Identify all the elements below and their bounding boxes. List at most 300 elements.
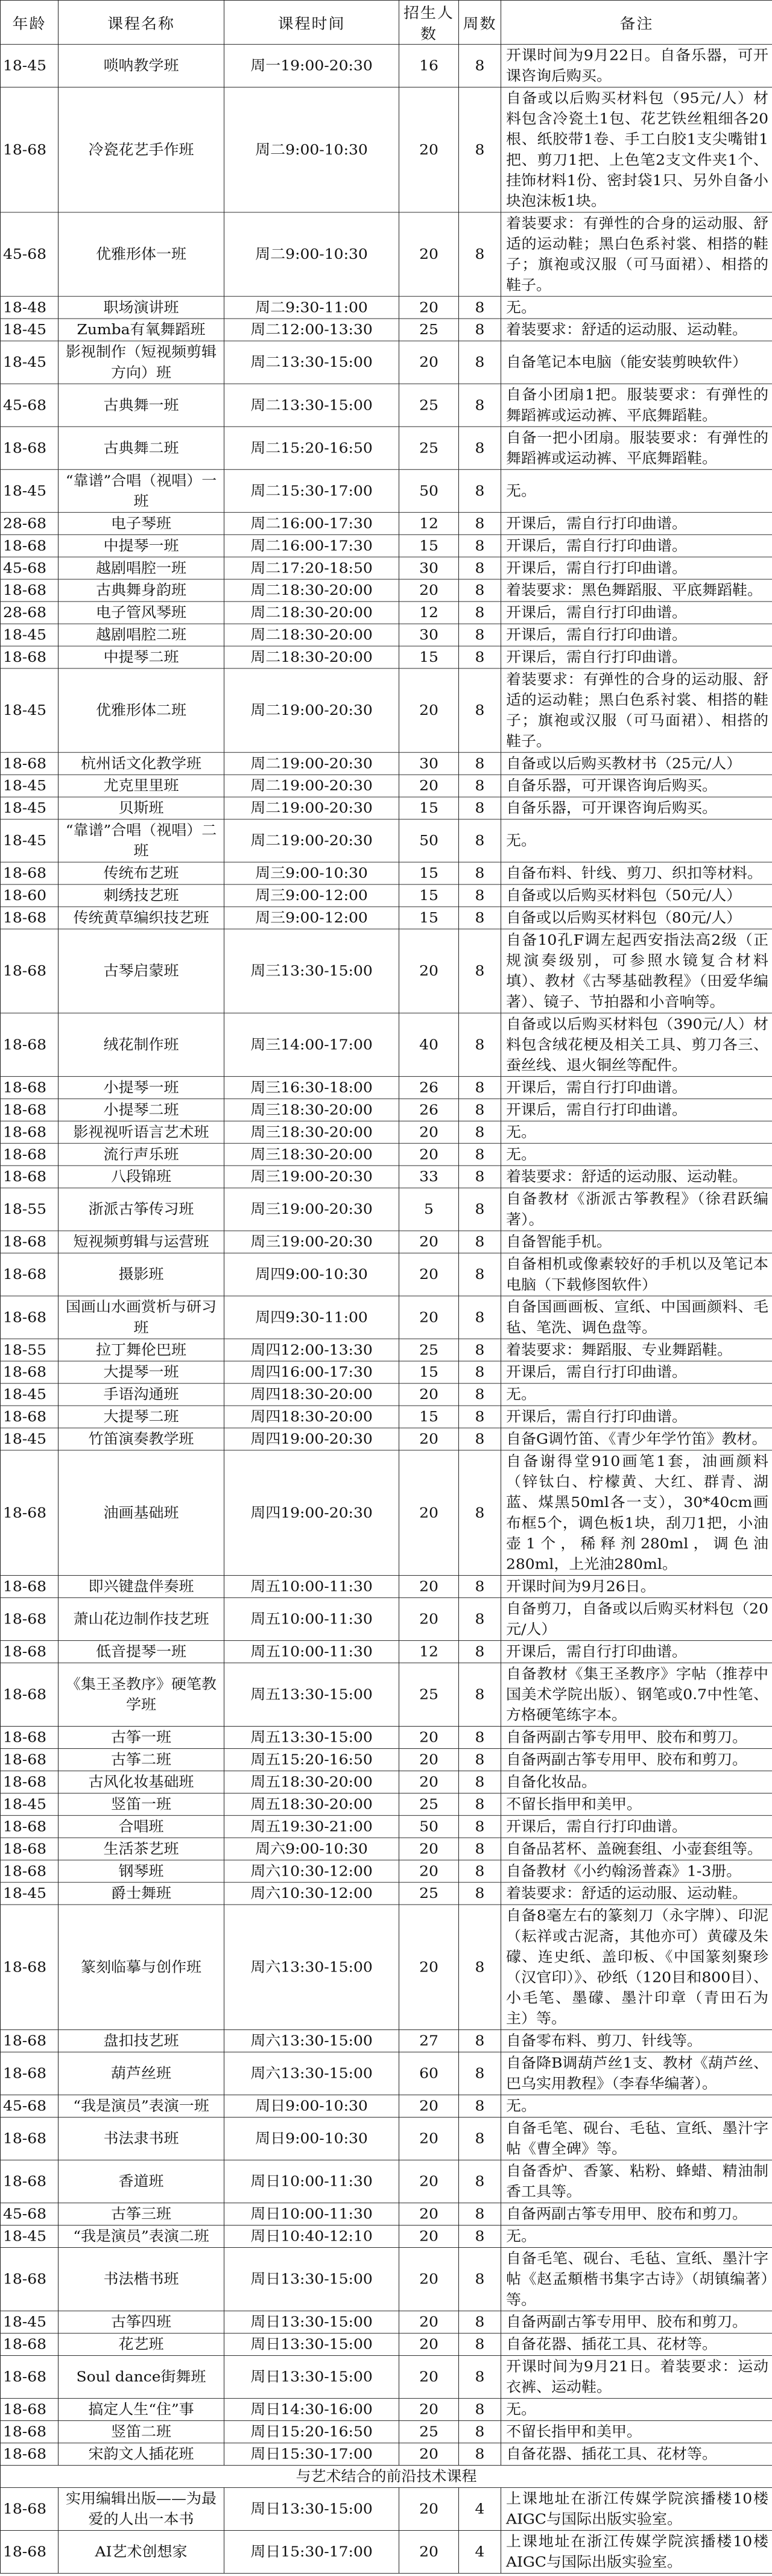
weeks-cell: 8 (459, 1099, 501, 1121)
table-row (1, 601, 772, 624)
enrollment-cell: 15 (399, 797, 459, 819)
course-time-cell: 周日9:00-10:30 (224, 2095, 399, 2118)
course-time-cell: 周六13:30-15:00 (224, 2052, 399, 2095)
age-cell: 18-68 (1, 2530, 59, 2573)
notes-cell: 开课后，需自行打印曲谱。 (501, 624, 772, 646)
enrollment-cell: 25 (399, 427, 459, 469)
course-name-cell: 香道班 (59, 2160, 224, 2203)
course-name-cell: Zumba有氧舞蹈班 (59, 319, 224, 341)
course-time-cell: 周二16:00-17:30 (224, 535, 399, 557)
enrollment-cell: 20 (399, 2333, 459, 2356)
age-cell: 28-68 (1, 601, 59, 624)
age-cell: 18-68 (1, 1838, 59, 1860)
weeks-cell: 8 (459, 1727, 501, 1749)
notes-cell: 着装要求：舞蹈服、专业舞蹈鞋。 (501, 1339, 772, 1361)
course-name-cell: 低音提琴一班 (59, 1640, 224, 1663)
course-name-cell: 搞定人生“住”事 (59, 2399, 224, 2421)
course-time-cell: 周二18:30-20:00 (224, 579, 399, 601)
notes-cell: 开课后，需自行打印曲谱。 (501, 1076, 772, 1099)
notes-cell: 开课时间为9月21日。着装要求：运动衣裤、运动鞋。 (501, 2356, 772, 2399)
course-time-cell: 周四19:00-20:30 (224, 1428, 399, 1450)
weeks-cell: 8 (459, 624, 501, 646)
course-time-cell: 周六13:30-15:00 (224, 2030, 399, 2052)
weeks-cell: 8 (459, 1166, 501, 1188)
age-cell: 18-68 (1, 2487, 59, 2530)
weeks-cell: 8 (459, 819, 501, 862)
table-row (1, 1597, 772, 1640)
age-cell: 18-68 (1, 1748, 59, 1771)
course-time-cell: 周三13:30-15:00 (224, 929, 399, 1013)
age-cell: 18-60 (1, 884, 59, 907)
age-cell: 28-68 (1, 512, 59, 535)
table-row (1, 2225, 772, 2248)
enrollment-cell: 20 (399, 1575, 459, 1597)
table-row (1, 1143, 772, 1166)
course-time-cell: 周六13:30-15:00 (224, 1905, 399, 2029)
age-cell: 18-68 (1, 1575, 59, 1597)
weeks-cell: 8 (459, 1406, 501, 1428)
course-name-cell: 竖笛一班 (59, 1793, 224, 1815)
table-row (1, 296, 772, 319)
enrollment-cell: 20 (399, 2443, 459, 2466)
weeks-cell: 8 (459, 87, 501, 212)
weeks-cell: 8 (459, 1428, 501, 1450)
age-cell: 18-68 (1, 2118, 59, 2160)
age-cell: 18-68 (1, 862, 59, 884)
course-time-cell: 周三18:30-20:00 (224, 1099, 399, 1121)
table-row (1, 1428, 772, 1450)
age-cell: 18-68 (1, 2248, 59, 2311)
weeks-cell: 8 (459, 2203, 501, 2225)
table-row (1, 341, 772, 384)
course-time-cell: 周二9:30-11:00 (224, 296, 399, 319)
age-cell: 18-68 (1, 1597, 59, 1640)
notes-cell: 无。 (501, 2399, 772, 2421)
weeks-cell: 8 (459, 1450, 501, 1575)
weeks-cell: 8 (459, 296, 501, 319)
table-row (1, 1166, 772, 1188)
course-name-cell: 职场演讲班 (59, 296, 224, 319)
enrollment-cell: 5 (399, 1188, 459, 1231)
table-row (1, 2487, 772, 2530)
enrollment-cell: 25 (399, 1793, 459, 1815)
age-cell: 18-68 (1, 646, 59, 668)
course-time-cell: 周五10:00-11:30 (224, 1640, 399, 1663)
course-time-cell: 周四9:30-11:00 (224, 1296, 399, 1339)
course-time-cell: 周三16:30-18:00 (224, 1076, 399, 1099)
course-time-cell: 周日13:30-15:00 (224, 2248, 399, 2311)
table-row (1, 2203, 772, 2225)
weeks-cell: 8 (459, 1860, 501, 1882)
weeks-cell: 8 (459, 1748, 501, 1771)
table-row (1, 1727, 772, 1749)
course-time-cell: 周二15:20-16:50 (224, 427, 399, 469)
weeks-cell: 8 (459, 1575, 501, 1597)
age-cell: 45-68 (1, 557, 59, 579)
notes-cell: 无。 (501, 296, 772, 319)
notes-cell: 自备G调竹笛、《青少年学竹笛》教材。 (501, 1428, 772, 1450)
age-cell: 18-68 (1, 907, 59, 929)
course-time-cell: 周三9:00-10:30 (224, 862, 399, 884)
notes-cell: 自备两副古筝专用甲、胶布和剪刀。 (501, 2203, 772, 2225)
age-cell: 18-45 (1, 797, 59, 819)
notes-cell: 自备两副古筝专用甲、胶布和剪刀。 (501, 2311, 772, 2333)
table-row (1, 2095, 772, 2118)
table-row (1, 1815, 772, 1838)
enrollment-cell: 30 (399, 557, 459, 579)
notes-cell: 开课后，需自行打印曲谱。 (501, 535, 772, 557)
course-time-cell: 周二18:30-20:00 (224, 601, 399, 624)
course-name-cell: 影视视听语言艺术班 (59, 1121, 224, 1143)
notes-cell: 自备或以后购买材料包（50元/人） (501, 884, 772, 907)
course-name-cell: 古筝三班 (59, 2203, 224, 2225)
course-time-cell: 周二19:00-20:30 (224, 668, 399, 752)
course-time-cell: 周五13:30-15:00 (224, 1727, 399, 1749)
weeks-cell: 8 (459, 212, 501, 296)
weeks-cell: 8 (459, 2248, 501, 2311)
course-time-cell: 周五18:30-20:00 (224, 1771, 399, 1793)
table-row (1, 557, 772, 579)
weeks-cell: 8 (459, 1361, 501, 1383)
course-name-cell: 冷瓷花艺手作班 (59, 87, 224, 212)
weeks-cell: 8 (459, 2333, 501, 2356)
enrollment-cell: 15 (399, 862, 459, 884)
notes-cell: 着装要求：舒适的运动服、运动鞋。 (501, 319, 772, 341)
notes-cell: 自备8毫左右的篆刻刀（永字牌）、印泥（耘祥或古泥斋，其他亦可）黄礞及朱礞、连史纸、盖印板、《中国篆刻聚珍（汉官印）》、砂纸（120目和800目）、小毛笔、墨礞、墨汁印章（青田石为主）等。 (501, 1905, 772, 2029)
table-row (1, 1793, 772, 1815)
table-row (1, 1339, 772, 1361)
course-name-cell: 电子管风琴班 (59, 601, 224, 624)
course-time-cell: 周二19:00-20:30 (224, 797, 399, 819)
enrollment-cell: 50 (399, 819, 459, 862)
weeks-cell: 8 (459, 1771, 501, 1793)
course-name-cell: 合唱班 (59, 1815, 224, 1838)
age-cell: 18-68 (1, 1771, 59, 1793)
enrollment-cell: 20 (399, 2203, 459, 2225)
course-time-cell: 周三19:00-20:30 (224, 1231, 399, 1253)
notes-cell: 自备两副古筝专用甲、胶布和剪刀。 (501, 1748, 772, 1771)
table-row (1, 775, 772, 797)
table-row (1, 1882, 772, 1905)
weeks-cell: 8 (459, 775, 501, 797)
age-cell: 18-45 (1, 1882, 59, 1905)
course-time-cell: 周四18:30-20:00 (224, 1383, 399, 1406)
notes-cell: 自备品茗杯、盖碗套组、小壶套组等。 (501, 1838, 772, 1860)
course-name-cell: 萧山花边制作技艺班 (59, 1597, 224, 1640)
course-time-cell: 周日13:30-15:00 (224, 2311, 399, 2333)
table-row (1, 87, 772, 212)
course-name-cell: 油画基础班 (59, 1450, 224, 1575)
weeks-cell: 8 (459, 2311, 501, 2333)
notes-cell: 自备教材《浙派古筝教程》（徐君跃编著）。 (501, 1188, 772, 1231)
age-cell: 18-68 (1, 752, 59, 775)
course-name-cell: 电子琴班 (59, 512, 224, 535)
notes-cell: 自备两副古筝专用甲、胶布和剪刀。 (501, 1727, 772, 1749)
table-row (1, 2530, 772, 2573)
course-name-cell: 古筝二班 (59, 1748, 224, 1771)
notes-cell: 着装要求：黑色舞蹈服、平底舞蹈鞋。 (501, 579, 772, 601)
enrollment-cell: 33 (399, 1166, 459, 1188)
course-name-cell: 葫芦丝班 (59, 2052, 224, 2095)
enrollment-cell: 20 (399, 341, 459, 384)
notes-cell: 自备花器、插花工具、花材等。 (501, 2333, 772, 2356)
enrollment-cell: 15 (399, 1361, 459, 1383)
course-time-cell: 周二18:30-20:00 (224, 624, 399, 646)
notes-cell: 开课后，需自行打印曲谱。 (501, 1361, 772, 1383)
age-cell: 18-68 (1, 2333, 59, 2356)
age-cell: 18-68 (1, 579, 59, 601)
notes-cell: 无。 (501, 469, 772, 512)
table-row (1, 1838, 772, 1860)
weeks-cell: 8 (459, 427, 501, 469)
course-time-cell: 周三18:30-20:00 (224, 1121, 399, 1143)
course-name-cell: 影视制作（短视频剪辑方向）班 (59, 341, 224, 384)
table-row (1, 2421, 772, 2443)
table-row (1, 1575, 772, 1597)
age-cell: 18-68 (1, 1905, 59, 2029)
table-row (1, 2333, 772, 2356)
age-cell: 18-45 (1, 775, 59, 797)
notes-cell: 自备或以后购买教材书（25元/人） (501, 752, 772, 775)
table-row (1, 1383, 772, 1406)
course-time-cell: 周五15:20-16:50 (224, 1748, 399, 1771)
course-time-cell: 周二13:30-15:00 (224, 384, 399, 427)
age-cell: 18-68 (1, 1076, 59, 1099)
course-time-cell: 周四19:00-20:30 (224, 1450, 399, 1575)
weeks-cell: 8 (459, 1793, 501, 1815)
course-time-cell: 周三9:00-12:00 (224, 884, 399, 907)
weeks-cell: 8 (459, 1076, 501, 1099)
age-cell: 18-68 (1, 2160, 59, 2203)
enrollment-cell: 20 (399, 1727, 459, 1749)
notes-cell: 自备降B调葫芦丝1支、教材《葫芦丝、巴乌实用教程》（李春华编著）。 (501, 2052, 772, 2095)
course-name-cell: Soul dance街舞班 (59, 2356, 224, 2399)
course-time-cell: 周二19:00-20:30 (224, 819, 399, 862)
course-time-cell: 周日13:30-15:00 (224, 2356, 399, 2399)
enrollment-cell: 30 (399, 752, 459, 775)
course-name-cell: 竖笛二班 (59, 2421, 224, 2443)
weeks-cell: 8 (459, 2118, 501, 2160)
course-time-cell: 周六9:00-10:30 (224, 1838, 399, 1860)
course-time-cell: 周二9:00-10:30 (224, 87, 399, 212)
weeks-cell: 4 (459, 2487, 501, 2530)
table-row (1, 579, 772, 601)
age-cell: 18-68 (1, 2421, 59, 2443)
age-cell: 18-45 (1, 1428, 59, 1450)
notes-cell: 自备谢得堂910画笔1套，油画颜料（锌钛白、柠檬黄、大红、群青、湖蓝、煤黑50ml各一支），30*40cm画布框5个，调色板1块，刮刀1把，小油壶1个，稀释剂280ml，调色油280ml，上光油280ml。 (501, 1450, 772, 1575)
notes-cell: 无。 (501, 819, 772, 862)
table-row (1, 1450, 772, 1575)
enrollment-cell: 12 (399, 512, 459, 535)
notes-cell: 开课后，需自行打印曲谱。 (501, 1815, 772, 1838)
notes-cell: 自备国画画板、宣纸、中国画颜料、毛毡、笔洗、调色盘等。 (501, 1296, 772, 1339)
weeks-cell: 8 (459, 535, 501, 557)
table-row (1, 2052, 772, 2095)
course-time-cell: 周四9:00-10:30 (224, 1253, 399, 1296)
notes-cell: 无。 (501, 2095, 772, 2118)
weeks-cell: 8 (459, 579, 501, 601)
course-time-cell: 周二19:00-20:30 (224, 775, 399, 797)
weeks-cell: 8 (459, 929, 501, 1013)
course-name-cell: 宋韵文人插花班 (59, 2443, 224, 2466)
table-row (1, 2399, 772, 2421)
notes-cell: 自备或以后购买材料包（95元/人）材料包含冷瓷土1包、花艺铁丝粗细各20根、纸胶带1卷、手工白胶1支尖嘴钳1把、剪刀1把、上色笔2支文件夹1个、挂饰材料1份、密封袋1只、另外自备小块泡沫板1块。 (501, 87, 772, 212)
age-cell: 18-45 (1, 44, 59, 87)
table-row (1, 319, 772, 341)
table-row (1, 1406, 772, 1428)
enrollment-cell: 50 (399, 469, 459, 512)
enrollment-cell: 20 (399, 668, 459, 752)
enrollment-cell: 20 (399, 87, 459, 212)
table-row (1, 1296, 772, 1339)
age-cell: 18-68 (1, 427, 59, 469)
course-time-cell: 周二17:20-18:50 (224, 557, 399, 579)
enrollment-cell: 25 (399, 1339, 459, 1361)
notes-cell: 自备智能手机。 (501, 1231, 772, 1253)
enrollment-cell: 25 (399, 1663, 459, 1726)
weeks-cell: 4 (459, 2530, 501, 2573)
age-cell: 18-45 (1, 469, 59, 512)
weeks-cell: 8 (459, 2421, 501, 2443)
enrollment-cell: 15 (399, 907, 459, 929)
enrollment-cell: 15 (399, 884, 459, 907)
age-cell: 18-68 (1, 1860, 59, 1882)
table-row (1, 535, 772, 557)
course-time-cell: 周四18:30-20:00 (224, 1406, 399, 1428)
enrollment-cell: 20 (399, 1296, 459, 1339)
notes-cell: 自备布料、针线、剪刀、织扣等材料。 (501, 862, 772, 884)
enrollment-cell: 20 (399, 1748, 459, 1771)
enrollment-cell: 20 (399, 2356, 459, 2399)
course-name-cell: “靠谱”合唱（视唱）一班 (59, 469, 224, 512)
table-row (1, 1231, 772, 1253)
age-cell: 18-68 (1, 929, 59, 1013)
course-name-cell: 杭州话文化教学班 (59, 752, 224, 775)
notes-cell: 着装要求：舒适的运动服、运动鞋。 (501, 1882, 772, 1905)
course-time-cell: 周五19:30-21:00 (224, 1815, 399, 1838)
enrollment-cell: 25 (399, 384, 459, 427)
course-name-cell: 手语沟通班 (59, 1383, 224, 1406)
course-name-cell: “我是演员”表演一班 (59, 2095, 224, 2118)
course-name-cell: 传统布艺班 (59, 862, 224, 884)
course-name-cell: 即兴键盘伴奏班 (59, 1575, 224, 1597)
notes-cell: 上课地址在浙江传媒学院滨播楼10楼AIGC与国际出版实验室。 (501, 2487, 772, 2530)
weeks-cell: 8 (459, 668, 501, 752)
table-row (1, 2311, 772, 2333)
course-name-cell: 盘扣技艺班 (59, 2030, 224, 2052)
notes-cell: 自备教材《集王圣教序》字帖（推荐中国美术学院出版）、钢笔或0.7中性笔、方格硬笔练字本。 (501, 1663, 772, 1726)
course-name-cell: 书法隶书班 (59, 2118, 224, 2160)
weeks-cell: 8 (459, 1253, 501, 1296)
course-name-cell: 钢琴班 (59, 1860, 224, 1882)
course-name-cell: 《集王圣教序》硬笔教学班 (59, 1663, 224, 1726)
enrollment-cell: 25 (399, 1882, 459, 1905)
course-name-cell: 古筝一班 (59, 1727, 224, 1749)
table-row (1, 44, 772, 87)
table-header-row (1, 0, 772, 44)
notes-cell: 着装要求：舒适的运动服、运动鞋。 (501, 1166, 772, 1188)
table-row (1, 469, 772, 512)
enrollment-cell: 20 (399, 2311, 459, 2333)
weeks-cell: 8 (459, 884, 501, 907)
weeks-cell: 8 (459, 2443, 501, 2466)
course-time-cell: 周三14:00-17:00 (224, 1013, 399, 1076)
enrollment-cell: 20 (399, 2118, 459, 2160)
notes-cell: 自备零布料、剪刀、针线等。 (501, 2030, 772, 2052)
age-cell: 18-68 (1, 2399, 59, 2421)
course-name-cell: 拉丁舞伦巴班 (59, 1339, 224, 1361)
course-name-cell: 优雅形体一班 (59, 212, 224, 296)
weeks-cell: 8 (459, 1815, 501, 1838)
course-name-cell: “靠谱”合唱（视唱）二班 (59, 819, 224, 862)
course-name-cell: 古典舞身韵班 (59, 579, 224, 601)
course-time-cell: 周五18:30-20:00 (224, 1793, 399, 1815)
table-row (1, 1905, 772, 2029)
enrollment-cell: 20 (399, 2248, 459, 2311)
notes-cell: 自备一把小团扇。服装要求：有弹性的舞蹈裤或运动裤、平底舞蹈鞋。 (501, 427, 772, 469)
notes-cell: 无。 (501, 2225, 772, 2248)
table-row (1, 624, 772, 646)
course-name-cell: 越剧唱腔二班 (59, 624, 224, 646)
age-cell: 18-68 (1, 1166, 59, 1188)
table-row (1, 1099, 772, 1121)
weeks-cell: 8 (459, 752, 501, 775)
course-name-cell: 花艺班 (59, 2333, 224, 2356)
course-name-cell: 优雅形体二班 (59, 668, 224, 752)
weeks-cell: 8 (459, 44, 501, 87)
course-time-cell: 周六10:30-12:00 (224, 1860, 399, 1882)
course-name-cell: 爵士舞班 (59, 1882, 224, 1905)
enrollment-cell: 20 (399, 1860, 459, 1882)
notes-cell: 无。 (501, 1143, 772, 1166)
table-row (1, 384, 772, 427)
notes-cell: 着装要求：有弹性的合身的运动服、舒适的运动鞋；黑白色系衬裳、相搭的鞋子；旗袍或汉服（可马面裙）、相搭的鞋子。 (501, 212, 772, 296)
course-time-cell: 周三19:00-20:30 (224, 1188, 399, 1231)
course-name-cell: 八段锦班 (59, 1166, 224, 1188)
enrollment-cell: 20 (399, 212, 459, 296)
age-cell: 18-68 (1, 87, 59, 212)
enrollment-cell: 16 (399, 44, 459, 87)
notes-cell: 自备10孔F调左起西安指法高2级（正规演奏级别，可参照水镜复合材料填）、教材《古琴基础教程》（田爱华编著）、镜子、节拍器和小音响等。 (501, 929, 772, 1013)
weeks-cell: 8 (459, 646, 501, 668)
course-name-cell: 尤克里里班 (59, 775, 224, 797)
age-cell: 18-68 (1, 2030, 59, 2052)
enrollment-cell: 20 (399, 2095, 459, 2118)
age-cell: 18-68 (1, 1727, 59, 1749)
weeks-cell: 8 (459, 512, 501, 535)
age-cell: 18-68 (1, 1815, 59, 1838)
course-time-cell: 周日15:30-17:00 (224, 2530, 399, 2573)
weeks-cell: 8 (459, 1013, 501, 1076)
weeks-cell: 8 (459, 2160, 501, 2203)
enrollment-cell: 25 (399, 2421, 459, 2443)
enrollment-cell: 60 (399, 2052, 459, 2095)
enrollment-cell: 26 (399, 1076, 459, 1099)
enrollment-cell: 50 (399, 1815, 459, 1838)
age-cell: 18-68 (1, 1450, 59, 1575)
weeks-cell: 8 (459, 384, 501, 427)
header-course-time: 课程时间 (224, 0, 399, 44)
weeks-cell: 8 (459, 2052, 501, 2095)
course-name-cell: 中提琴一班 (59, 535, 224, 557)
notes-cell: 自备教材《小约翰汤普森》1-3册。 (501, 1860, 772, 1882)
course-name-cell: 竹笛演奏教学班 (59, 1428, 224, 1450)
course-name-cell: 小提琴一班 (59, 1076, 224, 1099)
notes-cell: 自备剪刀，自备或以后购买材料包（20元/人） (501, 1597, 772, 1640)
table-row (1, 1188, 772, 1231)
notes-cell: 无。 (501, 1121, 772, 1143)
course-time-cell: 周二9:00-10:30 (224, 212, 399, 296)
